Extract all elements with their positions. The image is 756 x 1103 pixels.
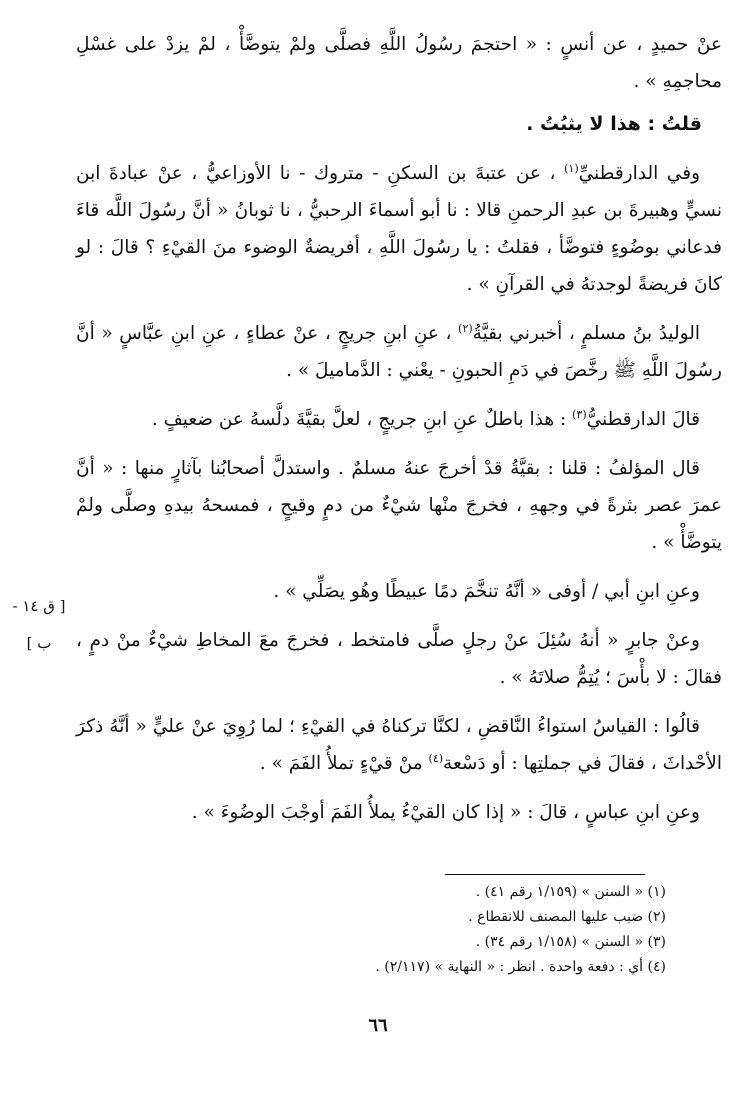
footnote-item bbox=[76, 930, 666, 955]
page-number: ٦٦ bbox=[368, 1015, 388, 1036]
footnotes bbox=[76, 880, 666, 980]
paragraph-walid-intro: الوليدُ بنُ مسلمٍ ، أخبرني بقيَّةُ bbox=[472, 323, 700, 344]
paragraph-daraqutni-body: ، عن عتبةَ بن السكنِ - متروك - نا الأوزاعيُّ ، عنْ عبادةَ ابن نسيٍّ وهبيرةَ بن عبدِ الرحمنِ قالا : نا أبو أسماءَ الرحبيُّ ، نا ثوبانُ « أنَّ رسُولَ اللَّه قاءَ فدعاني بوضُوءٍ فتوضَّأ ، فقلتُ : يا رسُولَ اللَّهِ ، أفريضةٌ الوضوء منَ القيْءِ ؟ قالَ : لو كانَ فريضةً لوجدتهُ في القرآنِ » . bbox=[76, 163, 722, 295]
footnote-marker-4: (٤) bbox=[428, 751, 444, 765]
footnote-text: أي : دفعة واحدة . انظر : « النهاية » (٢/١١٧) . bbox=[375, 959, 644, 975]
footnote-text: « السنن » (١/١٥٨ رقم ٣٤) . bbox=[475, 934, 644, 950]
paragraph-daraqutni-intro: وفي الدارقطنيِّ bbox=[578, 163, 700, 184]
footnote-marker-1: (١) bbox=[564, 161, 579, 175]
paragraph-qiyas-end: منْ قيْءٍ تملأُ الفَمَ » . bbox=[259, 753, 423, 774]
paragraph-author-umar: قال المؤلفُ : قلنا : بقيَّةُ قدْ أخرجَ عنهُ مسلمٌ . واستدلَّ أصحابُنا بآثارٍ منها : « أنَّ عمرَ عصر بثرةً في وجههِ ، فخرجَ منْها شيْءٌ من دمٍ وقيحٍ ، فمسحهُ بيدهِ وصلَّى ولمْ يتوضَّأْ » . bbox=[76, 458, 722, 553]
paragraph-verdict-body: : هذا باطلٌ عنِ ابنِ جريجٍ ، لعلَّ بقيَّةَ دلَّسهُ عن ضعيفٍ . bbox=[151, 409, 567, 430]
paragraph-ibn-abi-awfa: وعنِ ابنِ أبي / أوفى « أنَّهُ تنخَّمَ دمًا عبيطًا وهُو يصَلِّي » . bbox=[273, 581, 700, 602]
main-text bbox=[76, 26, 722, 831]
footnote-marker-2: (٢) bbox=[458, 321, 473, 335]
paragraph-qiyas-intro: قالُوا : القياسُ استواءُ النَّاقضِ ، لكنَّا تركناهُ في القيْءِ ؛ لما رُوِيَ عنْ عليٍّ « أنَّهُ ذكرَ الأحْداثَ ، فقالَ في جملتِها : أو دَسْعة bbox=[76, 716, 722, 774]
footnote-text: « السنن » (١/١٥٩ رقم ٤١) . bbox=[475, 884, 644, 900]
footnote-divider bbox=[445, 874, 645, 875]
paragraph-jabir: وعنْ جابرٍ « أنهُ سُئِلَ عنْ رجلٍ صلَّى فامتخط ، فخرجَ معَ المخاطِ شيْءٌ منْ دمٍ ، فقالَ : لا بأْسَ ؛ يُتِمُّ صلاتَهُ » . bbox=[76, 630, 722, 688]
footnote-text: ضبب عليها المصنف للانقطاع . bbox=[468, 909, 644, 925]
footnote-item bbox=[76, 880, 666, 905]
paragraph-anas: عنْ حميدٍ ، عن أنسٍ : « احتجمَ رسُولُ اللَّهِ فصلَّى ولمْ يتوضَّأْ ، لمْ يزدْ على غسْلِ محاجمِهِ » . bbox=[76, 34, 722, 92]
footnote-number: (٢) bbox=[647, 909, 666, 925]
footnote-item bbox=[76, 905, 666, 930]
paragraph-ibn-abbas: وعنِ ابنِ عباسٍ ، قالَ : « إذا كان القيْءُ يملأُ الفَمَ أوجْبَ الوضُوءَ » . bbox=[191, 802, 700, 823]
paragraph-walid-body: ، عنِ ابنِ جريجٍ ، عنْ عطاءٍ ، عنِ ابنِ عبَّاسٍ « أنَّ رسُولَ اللَّهِ ﷺ رخَّصَ في دَمِ الحبونِ - يعْني : الدَّماميلَ » . bbox=[76, 323, 722, 381]
footnote-number: (٤) bbox=[647, 959, 666, 975]
paragraph-walid bbox=[76, 315, 722, 389]
footnote-item bbox=[76, 955, 666, 980]
footnote-number: (٣) bbox=[647, 934, 666, 950]
manuscript-folio-note: [ ق ١٤ - ب ] bbox=[12, 597, 66, 652]
paragraph-daraqutni-verdict bbox=[76, 401, 722, 438]
author-comment-heading: قلتُ : هذا لا يثبُتُ . bbox=[526, 113, 702, 135]
footnote-marker-3: (٣) bbox=[572, 407, 587, 421]
paragraph-qiyas bbox=[76, 708, 722, 782]
paragraph-daraqutni-thawban bbox=[76, 155, 722, 303]
footnote-number: (١) bbox=[647, 884, 666, 900]
paragraph-verdict-intro: قالَ الدارقطنيُّ bbox=[586, 409, 700, 430]
